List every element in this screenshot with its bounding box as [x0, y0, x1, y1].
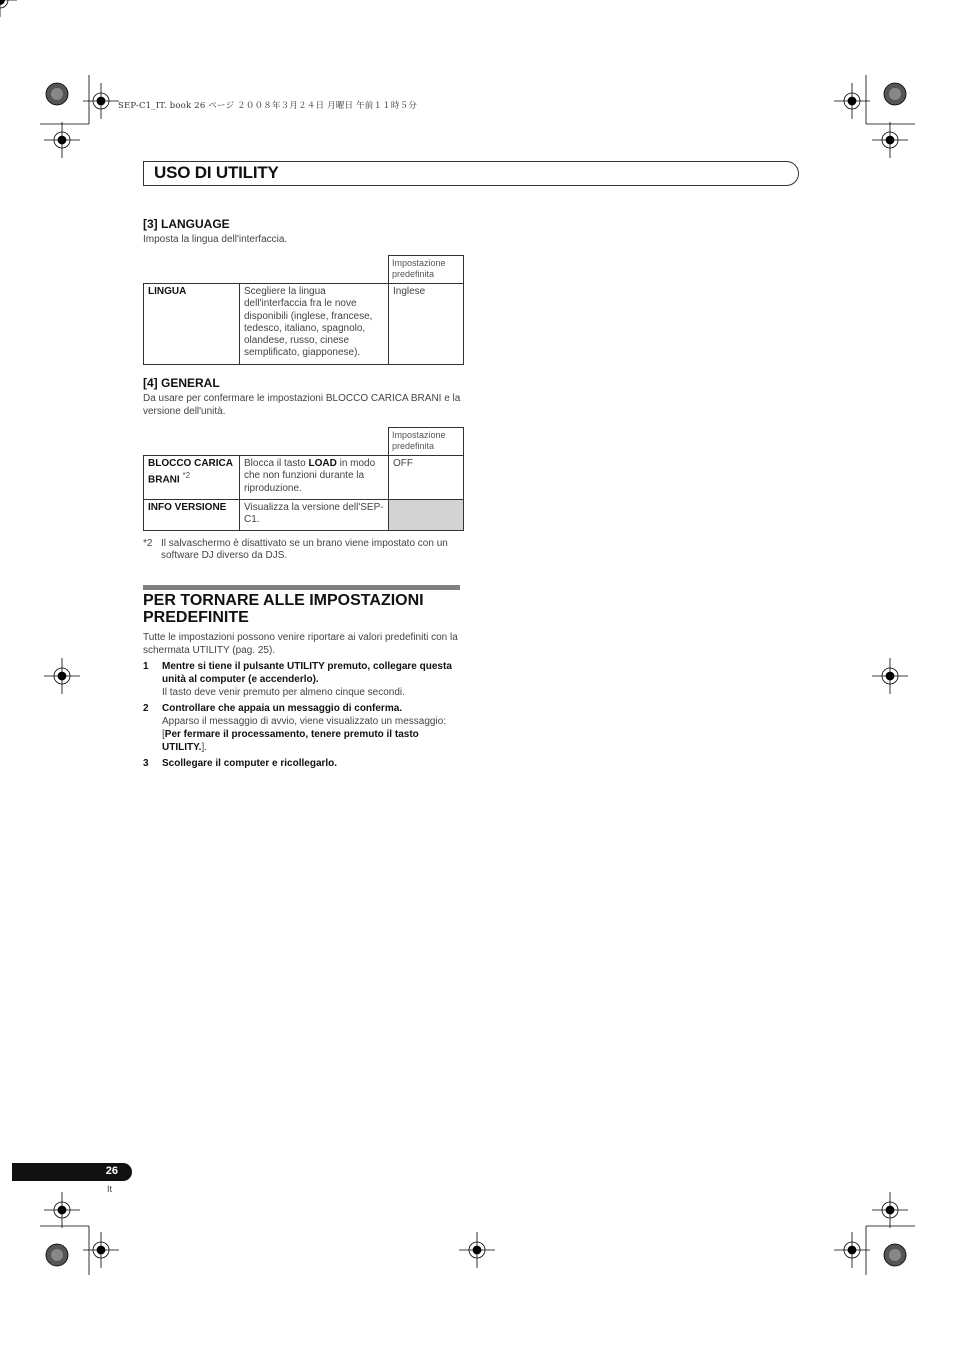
setting-name-text: BLOCCO CARICA BRANI — [148, 458, 233, 486]
section-divider — [143, 585, 460, 590]
list-item — [143, 660, 463, 699]
default-column-header: Impostazione predefinita — [389, 428, 464, 456]
language-settings-table — [143, 255, 464, 365]
setting-default — [389, 499, 464, 531]
reset-intro: Tutte le impostazioni possono venire riportare ai valori predefiniti con la schermata UTILITY (pag. 25). — [143, 632, 458, 656]
step-body: Apparso il messaggio di avvio, viene visualizzato un messaggio: [Per fermare il processamento, tenere premuto il tasto UTILITY.]. — [162, 716, 447, 753]
page-number-tab — [12, 1163, 132, 1181]
language-heading: [3] LANGUAGE — [143, 217, 230, 231]
step-number: 3 — [143, 758, 149, 769]
chapter-header-bar — [143, 161, 799, 186]
step-title: Mentre si tiene il pulsante UTILITY premuto, collegare questa unità al computer (e accenderlo). — [162, 661, 452, 685]
table-row — [144, 456, 464, 500]
footnote — [143, 538, 463, 562]
message-text: Per fermare il processamento, tenere premuto il tasto UTILITY. — [162, 729, 419, 753]
language-description: Imposta la lingua dell'interfaccia. — [143, 234, 288, 245]
reset-steps — [143, 660, 463, 770]
default-column-header: Impostazione predefinita — [389, 256, 464, 284]
setting-name — [144, 456, 240, 500]
general-description: Da usare per confermare le impostazioni BLOCCO CARICA BRANI e la versione dell'unità. — [143, 393, 461, 417]
step-number: 1 — [143, 661, 149, 672]
language-code: It — [107, 1184, 113, 1194]
setting-description: Scegliere la lingua dell'interfaccia fra le nove disponibili (inglese, francese, tedesco, italiano, spagnolo, olandese, russo, cinese semplificato, giapponese). — [240, 284, 389, 365]
language-section — [143, 217, 287, 246]
list-item — [143, 702, 463, 754]
load-key-label: LOAD — [308, 458, 337, 469]
general-settings-table — [143, 427, 464, 531]
setting-description: Visualizza la versione dell'SEP-C1. — [240, 499, 389, 531]
step-title: Scollegare il computer e ricollegarlo. — [162, 758, 338, 769]
print-header: SEP-C1_IT. book 26 ページ ２００８年３月２４日 月曜日 午前１１時５分 — [118, 101, 417, 111]
footnote-text: Il salvaschermo è disattivato se un brano viene impostato con un software DJ diverso da DJS. — [161, 538, 448, 561]
step-number: 2 — [143, 703, 149, 714]
step-body: Il tasto deve venir premuto per almeno cinque secondi. — [162, 687, 405, 698]
setting-default: OFF — [389, 456, 464, 500]
footnote-mark: *2 — [143, 538, 153, 549]
reset-heading: PER TORNARE ALLE IMPOSTAZIONI PREDEFINITE — [143, 592, 424, 626]
table-row — [144, 284, 464, 365]
general-section — [143, 376, 463, 418]
step-title: Controllare che appaia un messaggio di conferma. — [162, 703, 403, 714]
setting-name: INFO VERSIONE — [144, 499, 240, 531]
table-row — [144, 499, 464, 531]
setting-default: Inglese — [389, 284, 464, 365]
chapter-title: USO DI UTILITY — [154, 163, 279, 182]
setting-name: LINGUA — [144, 284, 240, 365]
footnote-reference: *2 — [182, 471, 191, 481]
list-item — [143, 757, 463, 770]
setting-description: Blocca il tasto LOAD in modo che non funzioni durante la riproduzione. — [240, 456, 389, 500]
page-number: 26 — [105, 1165, 118, 1177]
reset-section — [143, 592, 463, 773]
general-heading: [4] GENERAL — [143, 376, 220, 390]
